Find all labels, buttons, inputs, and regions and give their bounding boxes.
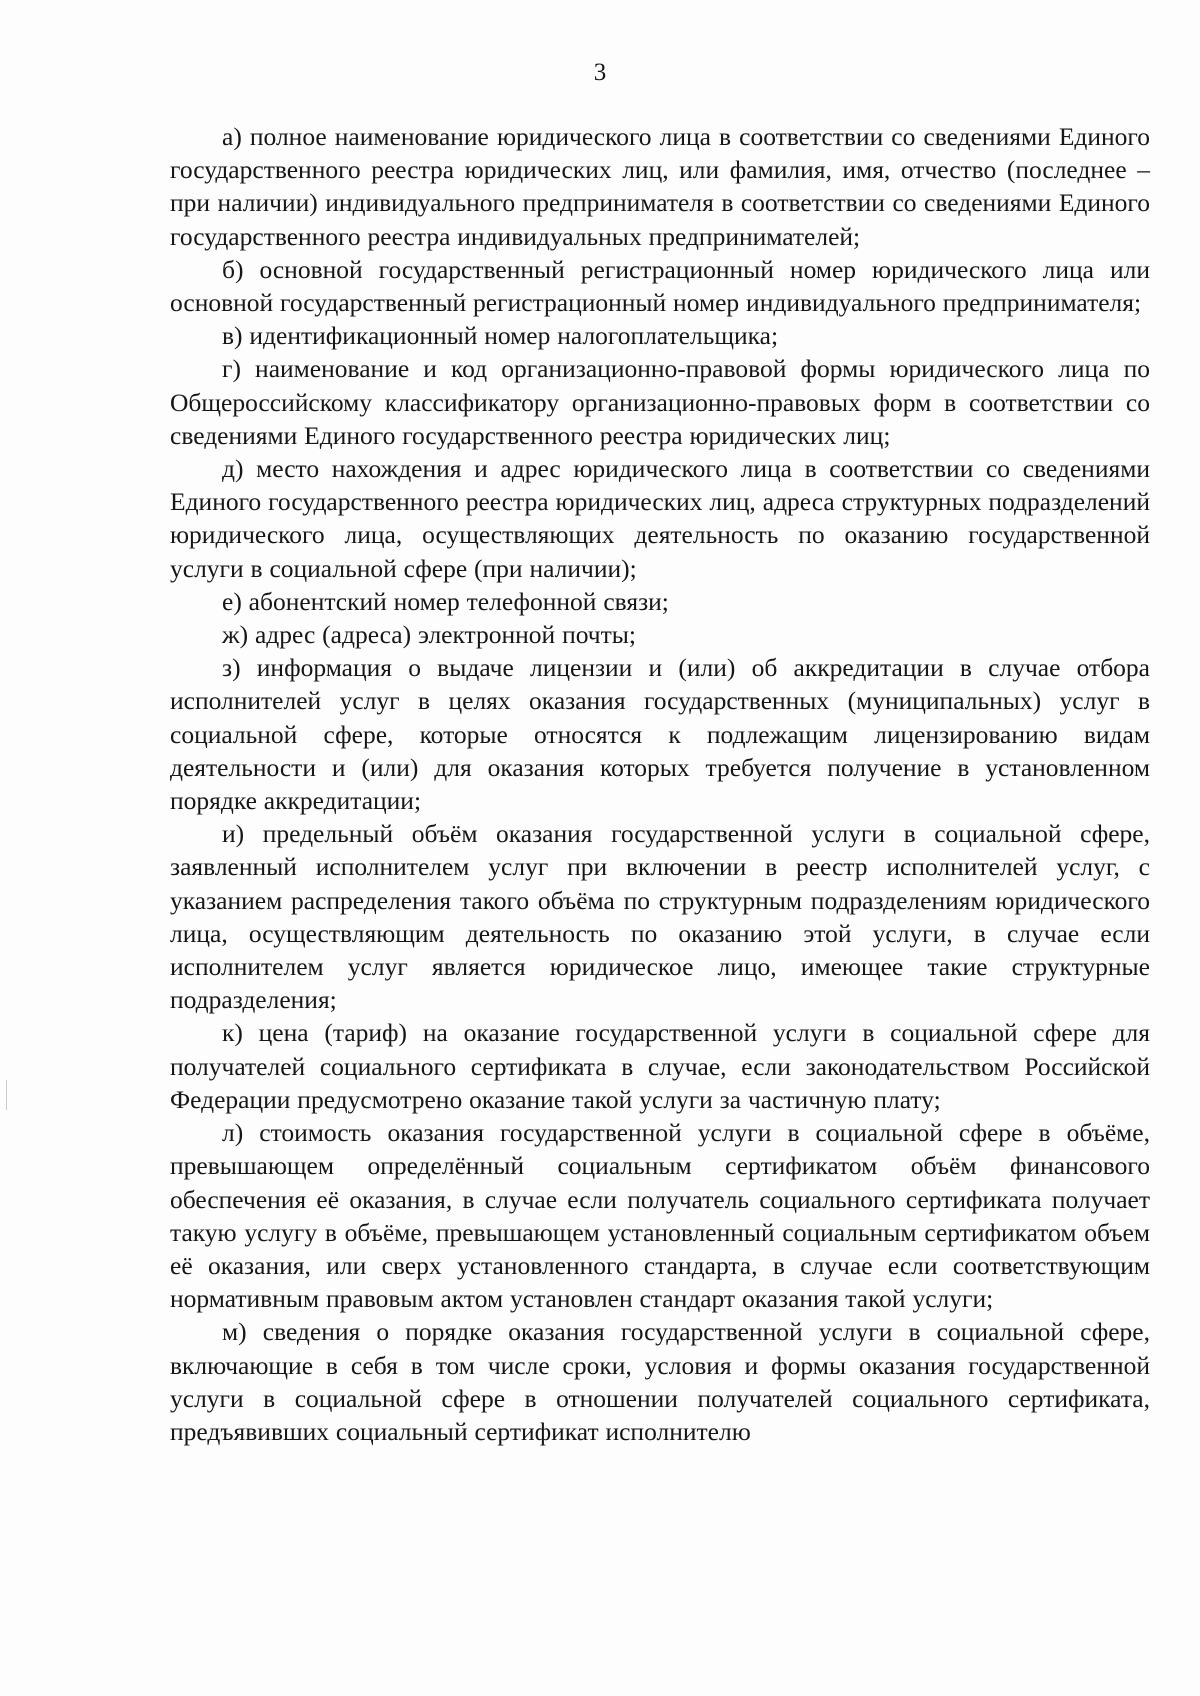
- document-body: [170, 120, 1150, 1448]
- list-item-zh: ж) адрес (адреса) электронной почты;: [222, 620, 636, 650]
- list-item-l: л) стоимость оказания государственной услуги в социальной сфере в объёме, превышающем определённый социальным сертификатом объём финансового обеспечения её оказания, в случае если получатель социального сертификата получает такую услугу в объёме, превышающем установленный социальным сертификатом объем её оказания, или сверх установленного стандарта, в случае если соответствующим нормативным правовым актом установлен стандарт оказания такой услуги;: [170, 1118, 1150, 1314]
- list-item-a: а) полное наименование юридического лица в соответствии со сведениями Единого государственного реестра юридических лиц, или фамилия, имя, отчество (последнее – при наличии) индивидуального предпринимателя в соответствии со сведениями Единого государственного реестра индивидуальных предпринимателей;: [170, 122, 1150, 251]
- list-item-e: е) абонентский номер телефонной связи;: [222, 586, 669, 616]
- list-item-b: б) основной государственный регистрационный номер юридического лица или основной государственный регистрационный номер индивидуального предпринимателя;: [170, 254, 1150, 318]
- scan-artifact: [6, 1080, 7, 1110]
- list-item-z: з) информация о выдаче лицензии и (или) об аккредитации в случае отбора исполнителей услуг в целях оказания государственных (муниципальных) услуг в социальной сфере, которые относятся к подлежащим лицензированию видам деятельности и (или) для оказания которых требуется получение в установленном порядке аккредитации;: [170, 653, 1150, 816]
- list-item-d: д) место нахождения и адрес юридического лица в соответствии со сведениями Единого государственного реестра юридических лиц, адреса структурных подразделений юридического лица, осуществляющих деятельность по оказанию государственной услуги в социальной сфере (при наличии);: [170, 454, 1150, 583]
- list-item-i: и) предельный объём оказания государственной услуги в социальной сфере, заявленный исполнителем услуг при включении в реестр исполнителей услуг, с указанием распределения такого объёма по структурным подразделениям юридического лица, осуществляющим деятельность по оказанию этой услуги, в случае если исполнителем услуг является юридическое лицо, имеющее такие структурные подразделения;: [170, 819, 1150, 1015]
- list-item-k: к) цена (тариф) на оказание государственной услуги в социальной сфере для получателей социального сертификата в случае, если законодательством Российской Федерации предусмотрено оказание такой услуги за частичную плату;: [170, 1018, 1150, 1114]
- list-item-g: г) наименование и код организационно-правовой формы юридического лица по Общероссийскому классификатору организационно-правовых форм в соответствии со сведениями Единого государственного реестра юридических лиц;: [170, 354, 1150, 450]
- list-item-m: м) сведения о порядке оказания государственной услуги в социальной сфере, включающие в себя в том числе сроки, условия и формы оказания государственной услуги в социальной сфере в отношении получателей социального сертификата, предъявивших социальный сертификат исполнителю: [170, 1317, 1150, 1446]
- list-item-v: в) идентификационный номер налогоплательщика;: [222, 321, 779, 351]
- page-number: 3: [593, 59, 607, 86]
